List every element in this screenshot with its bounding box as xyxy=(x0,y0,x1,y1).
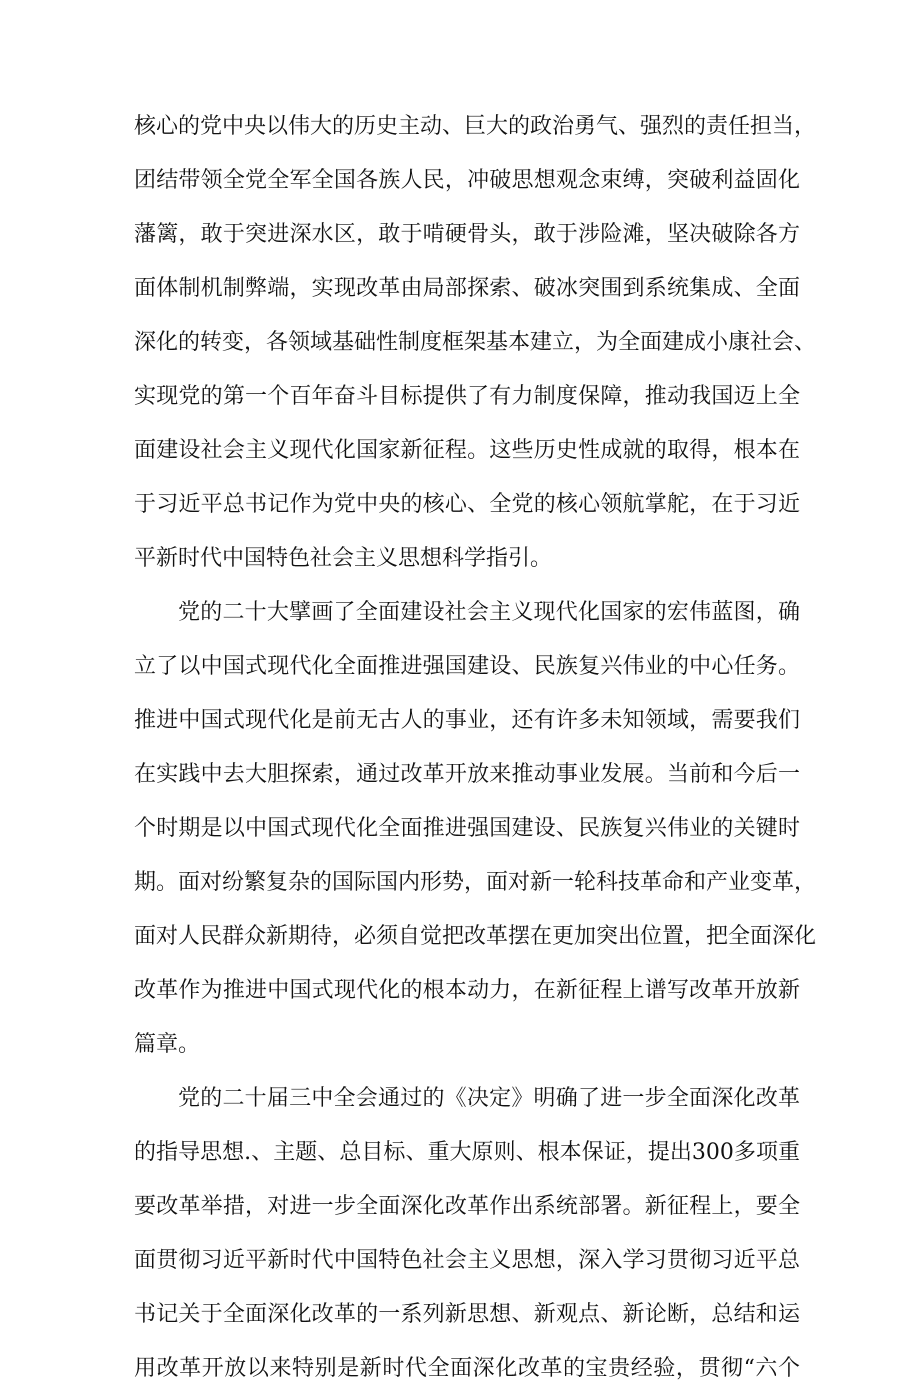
text-line: 团结带领全党全军全国各族人民，冲破思想观念束缚，突破利益固化 xyxy=(134,168,800,193)
text-line: 要改革举措，对进一步全面深化改革作出系统部署。新征程上，要全 xyxy=(134,1194,800,1219)
text-line: 核心的党中央以伟大的历史主动、巨大的政治勇气、强烈的责任担当， xyxy=(134,114,817,139)
text-line: 书记关于全面深化改革的一系列新思想、新观点、新论断，总结和运 xyxy=(134,1302,800,1327)
paragraph-3 xyxy=(134,1072,800,1396)
text-line: 面体制机制弊端，实现改革由局部探索、破冰突围到系统集成、全面 xyxy=(134,276,800,301)
text-line: 平新时代中国特色社会主义思想科学指引。 xyxy=(134,546,553,571)
text-line: 党的二十大擘画了全面建设社会主义现代化国家的宏伟蓝图，确 xyxy=(178,600,800,625)
text-line: 面建设社会主义现代化国家新征程。这些历史性成就的取得，根本在 xyxy=(134,438,800,463)
text-line: 党的二十届三中全会通过的《决定》明确了进一步全面深化改革 xyxy=(178,1086,800,1111)
text-line: 深化的转变，各领域基础性制度框架基本建立，为全面建成小康社会、 xyxy=(134,330,817,355)
text-line: 推进中国式现代化是前无古人的事业，还有许多未知领域，需要我们 xyxy=(134,708,800,733)
text-line: 实现党的第一个百年奋斗目标提供了有力制度保障，推动我国迈上全 xyxy=(134,384,800,409)
paragraph-2 xyxy=(134,586,817,1072)
text-line: 个时期是以中国式现代化全面推进强国建设、民族复兴伟业的关键时 xyxy=(134,816,800,841)
text-line: 面贯彻习近平新时代中国特色社会主义思想，深入学习贯彻习近平总 xyxy=(134,1248,800,1273)
document-body xyxy=(134,100,817,1396)
text-line: 立了以中国式现代化全面推进强国建设、民族复兴伟业的中心任务。 xyxy=(134,654,800,679)
paragraph-1 xyxy=(134,100,817,586)
text-line: 期。面对纷繁复杂的国际国内形势，面对新一轮科技革命和产业变革， xyxy=(134,870,817,895)
text-line: 藩篱，敢于突进深水区，敢于啃硬骨头，敢于涉险滩，坚决破除各方 xyxy=(134,222,800,247)
text-line: 的指导思想.、主题、总目标、重大原则、根本保证，提出300多项重 xyxy=(134,1140,800,1165)
text-line: 篇章。 xyxy=(134,1032,201,1057)
text-line: 面对人民群众新期待，必须自觉把改革摆在更加突出位置，把全面深化 xyxy=(134,924,817,949)
text-line: 改革作为推进中国式现代化的根本动力，在新征程上谱写改革开放新 xyxy=(134,978,800,1003)
text-line: 用改革开放以来特别是新时代全面深化改革的宝贵经验，贯彻“六个 xyxy=(134,1356,800,1381)
text-line: 于习近平总书记作为党中央的核心、全党的核心领航掌舵，在于习近 xyxy=(134,492,800,517)
text-line: 在实践中去大胆探索，通过改革开放来推动事业发展。当前和今后一 xyxy=(134,762,800,787)
